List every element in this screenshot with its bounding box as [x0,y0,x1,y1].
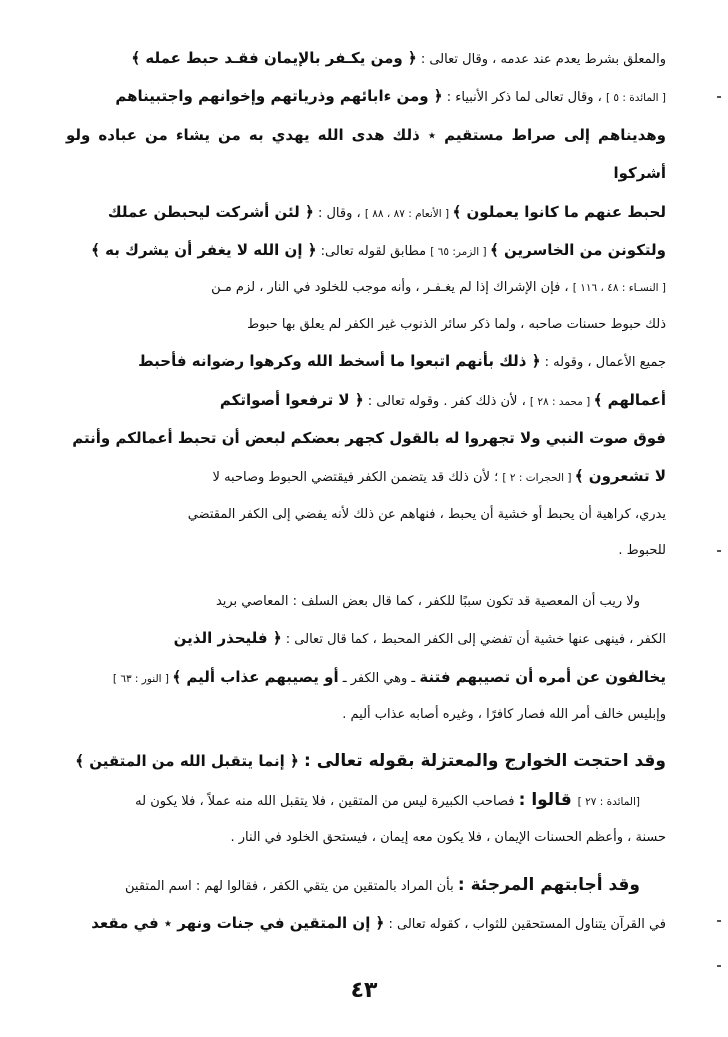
citation: [المائدة : ٢٧ ] [577,795,640,808]
text-line [66,343,666,381]
body-text: جميع الأعمال ، وقوله : [540,355,666,371]
quran-verse: أو يصيبهم عذاب أليم ﴾ [172,667,339,686]
body-text: ، لأن ذلك كفر . وقوله تعالى : [363,393,530,409]
text-line [66,382,666,420]
margin-mark [717,920,721,922]
text-line [66,820,666,856]
body-text: ولا ريب أن المعصية قد تكون سببًا للكفر ، كما قال بعض السلف : المعاصي بريد [215,593,640,609]
text-line [66,584,666,620]
body-text: بأن المراد بالمتقين من يتقي الكفر ، فقالوا لهم : اسم المتقين [125,878,458,894]
quran-verse: ولتكونن من الخاسرين ﴾ [489,241,666,260]
page-number: ٤٣ [350,978,378,1003]
text-line [66,743,666,781]
citation: [ النور : ٦٣ ] [112,672,173,685]
text-line [66,307,666,343]
quran-verse: ﴿ إنما يتقبل الله من المتقين ﴾ [75,752,305,771]
section-heading: وقد احتجت الخوارج والمعتزلة بقوله تعالى : [304,751,666,772]
body-text: في القرآن يتناول المستحقين للثواب ، كقوله تعالى : [384,916,666,932]
body-text: والمعلق بشرط يعدم عند عدمه ، وقال تعالى : [416,52,666,67]
body-text: فصاحب الكبيرة ليس من المتقين ، فلا يتقبل الله منه عملاً ، فلا يكون له [135,793,519,809]
body-text: يدري، كراهية أن يحبط أو خشية أن يحبط ، فنهاهم عن ذلك لأنه يفضي إلى الكفر المقتضي [187,506,666,522]
body-text: للحبوط . [618,543,666,559]
page-body [66,40,666,960]
text-line [66,867,666,905]
body-text: ؛ لأن ذلك قد يتضمن الكفر فيقتضي الحبوط وصاحبه لا [212,470,503,486]
text-line [66,270,666,306]
text-line [66,782,666,820]
paragraph-gap [66,733,666,743]
text-line [66,40,666,78]
citation: [ محمد : ٢٨ ] [529,395,594,408]
quran-verse: ﴿ فليحذر الذين [173,629,282,648]
body-text: ، فإن الإشراك إذا لم يغـفـر ، وأنه موجب للخلود في النار ، لزم مـن [211,280,573,296]
body-text: ، وقال : [313,205,365,221]
quran-verse: وهديناهم إلى صراط مستقيم ٭ ذلك هدى الله يهدي به من يشاء من عباده ولو أشركوا [66,125,666,183]
paragraph-gap [66,857,666,867]
text-line [66,659,666,697]
citation: [ الأنعام : ٨٧ ، ٨٨ ] [364,207,453,220]
citation: [ الزمر: ٦٥ ] [430,246,490,259]
text-line [66,117,666,194]
section-heading: قالوا : [518,789,578,810]
quran-verse: لحبط عنهم ما كانوا يعملون ﴾ [452,202,666,221]
quran-verse: ﴿ لئن أشركت ليحبطن عملك [107,202,314,221]
quran-verse: ﴿ إن الله لا يغفر أن يشرك به ﴾ [91,241,317,260]
quran-verse: ﴿ إن المتقين في جنات ونهر ٭ في مقعد [91,913,385,932]
section-heading: وقد أجابتهم المرجئة : [457,874,640,895]
text-line [66,232,666,270]
margin-mark [717,965,721,967]
quran-verse: لا تشعرون ﴾ [574,467,666,486]
quran-verse: ﴿ لا ترفعوا أصواتكم [219,390,364,409]
quran-verse: ﴿ ومن ءابائهم وذرياتهم وإخوانهم واجتبيناهم [115,87,443,106]
citation: [ النسـاء : ٤٨ ، ١١٦ ] [572,282,666,295]
text-line [66,497,666,533]
body-text: حسنة ، وأعظم الحسنات الإيمان ، فلا يكون معه إيمان ، فيستحق الخلود في النار . [230,830,666,846]
body-text: ـ وهي الكفر ـ [338,670,420,686]
quran-verse: ﴿ ومن يكـفر بالإيمان فقـد حبط عمله ﴾ [131,49,417,67]
body-text: وإبليس خالف أمر الله فصار كافرًا ، وغيره أصابه عذاب أليم . [342,706,666,722]
text-line [66,697,666,733]
body-text: ذلك حبوط حسنات صاحبه ، ولما ذكر سائر الذنوب غير الكفر لم يعلق بها حبوط [247,316,666,332]
text-line [66,620,666,658]
margin-mark [717,550,721,552]
text-line [66,420,666,458]
citation: [ المائدة : ٥ ] [605,92,666,105]
paragraph-gap [66,570,666,584]
quran-verse: فوق صوت النبي ولا تجهروا له بالقول كجهر بعضكم لبعض أن تحبط أعمالكم وأنتم [72,429,666,448]
body-text: الكفر ، فينهى عنها خشية أن تفضي إلى الكفر المحبط ، كما قال تعالى : [281,632,666,648]
text-line [66,194,666,232]
text-line [66,905,666,943]
text-line [66,78,666,116]
quran-verse: أعمالهم ﴾ [593,390,666,409]
body-text: مطابق لقوله تعالى: [316,244,431,260]
margin-mark [717,96,721,98]
body-text: ، وقال تعالى لما ذكر الأنبياء : [442,90,606,106]
quran-verse: يخالفون عن أمره أن تصيبهم فتنة [419,667,666,686]
text-line [66,533,666,569]
text-line [66,458,666,496]
quran-verse: ﴿ ذلك بأنهم اتبعوا ما أسخط الله وكرهوا رضوانه فأحبط [138,352,541,371]
citation: [ الحجرات : ٢ ] [502,472,575,485]
